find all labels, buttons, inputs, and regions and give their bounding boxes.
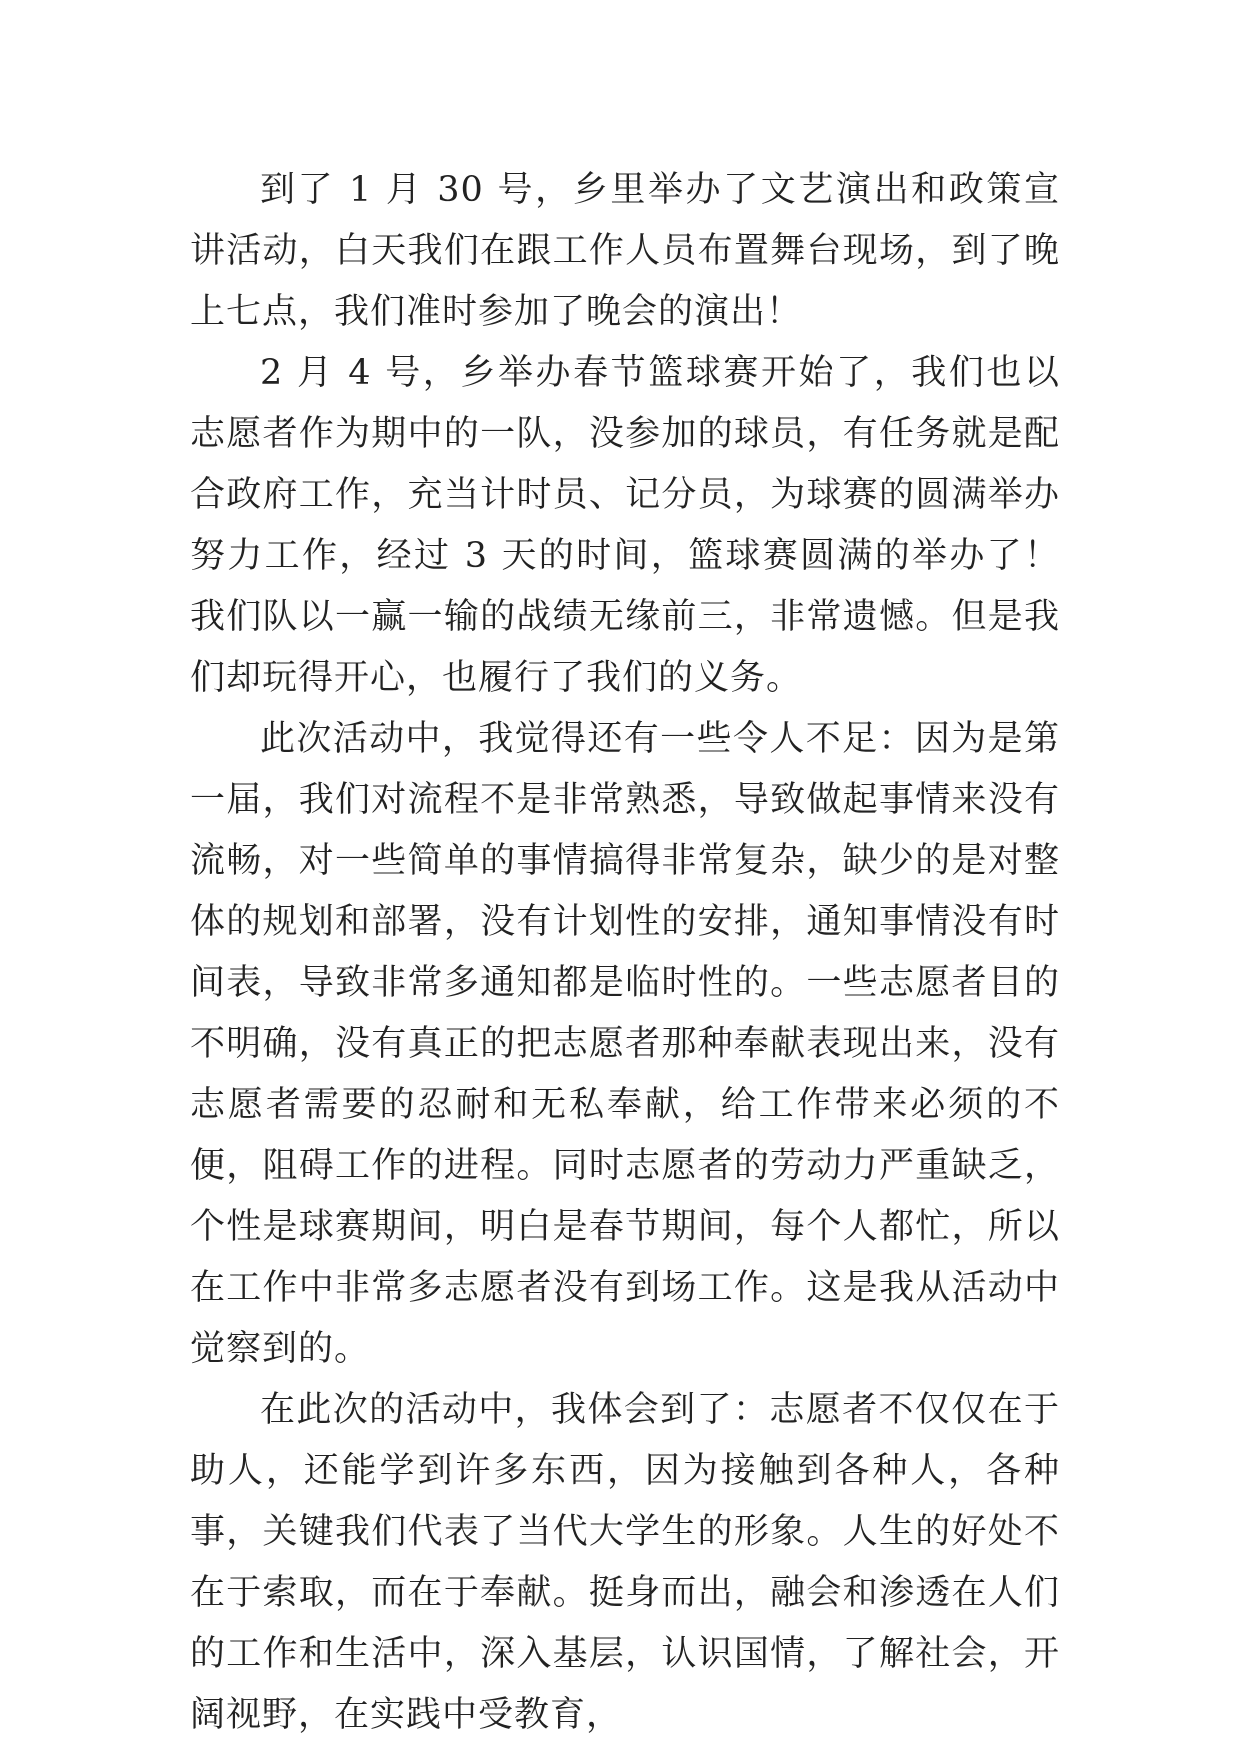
paragraph-reflections: 在此次的活动中，我体会到了：志愿者不仅仅在于助人，还能学到许多东西，因为接触到各种人，各种事，关键我们代表了当代大学生的形象。人生的好处不在于索取，而在于奉献。挺身而出，融会和渗透在人们的工作和生活中，深入基层，认识国情，了解社会，开阔视野，在实践中受教育， [190, 1390, 1060, 1735]
paragraph-basketball-tournament: 2 月 4 号，乡举办春节篮球赛开始了，我们也以志愿者作为期中的一队，没参加的球员，有任务就是配合政府工作，充当计时员、记分员，为球赛的圆满举办努力工作，经过 3 天的时间，篮球赛圆满的举办了！我们队以一赢一输的战绩无缘前三，非常遗憾。但是我们却玩得开心，也履行了我们的义务。 [190, 353, 1060, 698]
paragraph-shortcomings: 此次活动中，我觉得还有一些令人不足：因为是第一届，我们对流程不是非常熟悉，导致做起事情来没有流畅，对一些简单的事情搞得非常复杂，缺少的是对整体的规划和部署，没有计划性的安排，通知事情没有时间表，导致非常多通知都是临时性的。一些志愿者目的不明确，没有真正的把志愿者那种奉献表现出来，没有志愿者需要的忍耐和无私奉献，给工作带来必须的不便，阻碍工作的进程。同时志愿者的劳动力严重缺乏，个性是球赛期间，明白是春节期间，每个人都忙，所以在工作中非常多志愿者没有到场工作。这是我从活动中觉察到的。 [190, 719, 1060, 1369]
paragraph-new-year-performance: 到了 1 月 30 号，乡里举办了文艺演出和政策宣讲活动，白天我们在跟工作人员布置舞台现场，到了晚上七点，我们准时参加了晚会的演出！ [190, 170, 1060, 332]
document-body [190, 160, 1060, 1746]
